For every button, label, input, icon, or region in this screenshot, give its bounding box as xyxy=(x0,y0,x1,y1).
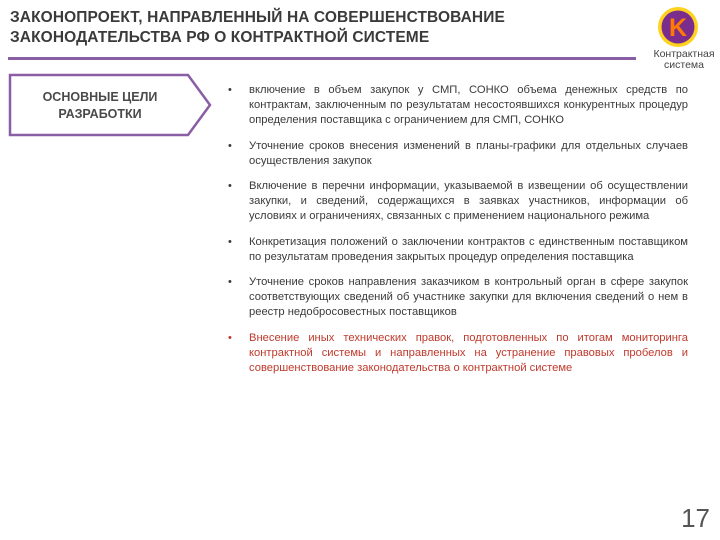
bullet-icon: • xyxy=(228,139,232,152)
list-item-text: Внесение иных технических правок, подготовленных по итогам мониторинга контрактной системы и направленных на устранение правовых пробелов и совершенствование законодательства о контрактной системе xyxy=(249,331,688,375)
logo-caption xyxy=(648,49,720,71)
list-item-text: Уточнение сроков направления заказчиком в контрольный орган в сфере закупок соответствующих сведений об участнике закупки для включения сведений о нем в реестр недобросовестных поставщиков xyxy=(249,276,688,319)
logo-letter: K xyxy=(668,14,688,42)
goals-list xyxy=(226,83,688,386)
bullet-icon: • xyxy=(228,331,232,344)
list-item xyxy=(226,139,688,169)
logo-caption-line-2: система xyxy=(664,59,704,71)
title-line-1: ЗАКОНОПРОЕКТ, НАПРАВЛЕННЫЙ НА СОВЕРШЕНСТВОВАНИЕ xyxy=(10,9,505,26)
bullet-icon: • xyxy=(228,235,232,248)
list-item-text: включение в объем закупок у СМП, СОНКО объема денежных средств по контрактам, заключенным по результатам несостоявшихся конкурентных процедур определения поставщика с ограничением для СМП, СОНКО xyxy=(249,84,688,127)
list-item xyxy=(226,179,688,225)
goals-label-line-2: РАЗРАБОТКИ xyxy=(58,107,142,121)
list-item-highlighted xyxy=(226,331,688,377)
bullet-icon: • xyxy=(228,84,232,96)
list-item xyxy=(226,275,688,321)
list-item-text: Конкретизация положений о заключении контрактов с единственным поставщиком по результатам проведения закрытых процедур определения поставщика xyxy=(249,235,688,263)
list-item xyxy=(226,235,688,265)
bullet-icon: • xyxy=(228,276,232,289)
list-item-text: Уточнение сроков внесения изменений в планы-графики для отдельных случаев осуществления закупок xyxy=(249,139,688,167)
goals-label-line-1: ОСНОВНЫЕ ЦЕЛИ xyxy=(42,90,158,104)
title-line-2: ЗАКОНОДАТЕЛЬСТВА РФ О КОНТРАКТНОЙ СИСТЕМЕ xyxy=(10,29,430,46)
goals-label xyxy=(20,89,180,123)
title-underline xyxy=(8,57,636,60)
contract-system-logo xyxy=(648,6,714,76)
bullet-icon: • xyxy=(228,180,232,193)
logo-caption-line-1: Контрактная xyxy=(653,48,715,60)
list-item xyxy=(226,83,688,129)
page-title xyxy=(10,8,620,48)
list-item-text: Включение в перечни информации, указываемой в извещении об осуществлении закупки, и сведений, содержащихся в заявках участников, информации об условиях и ограничениях, связанных с применением национального режима xyxy=(249,180,688,223)
page-number: 17 xyxy=(681,503,710,533)
goals-arrow-box xyxy=(8,73,213,137)
logo-mark-icon xyxy=(657,6,699,48)
